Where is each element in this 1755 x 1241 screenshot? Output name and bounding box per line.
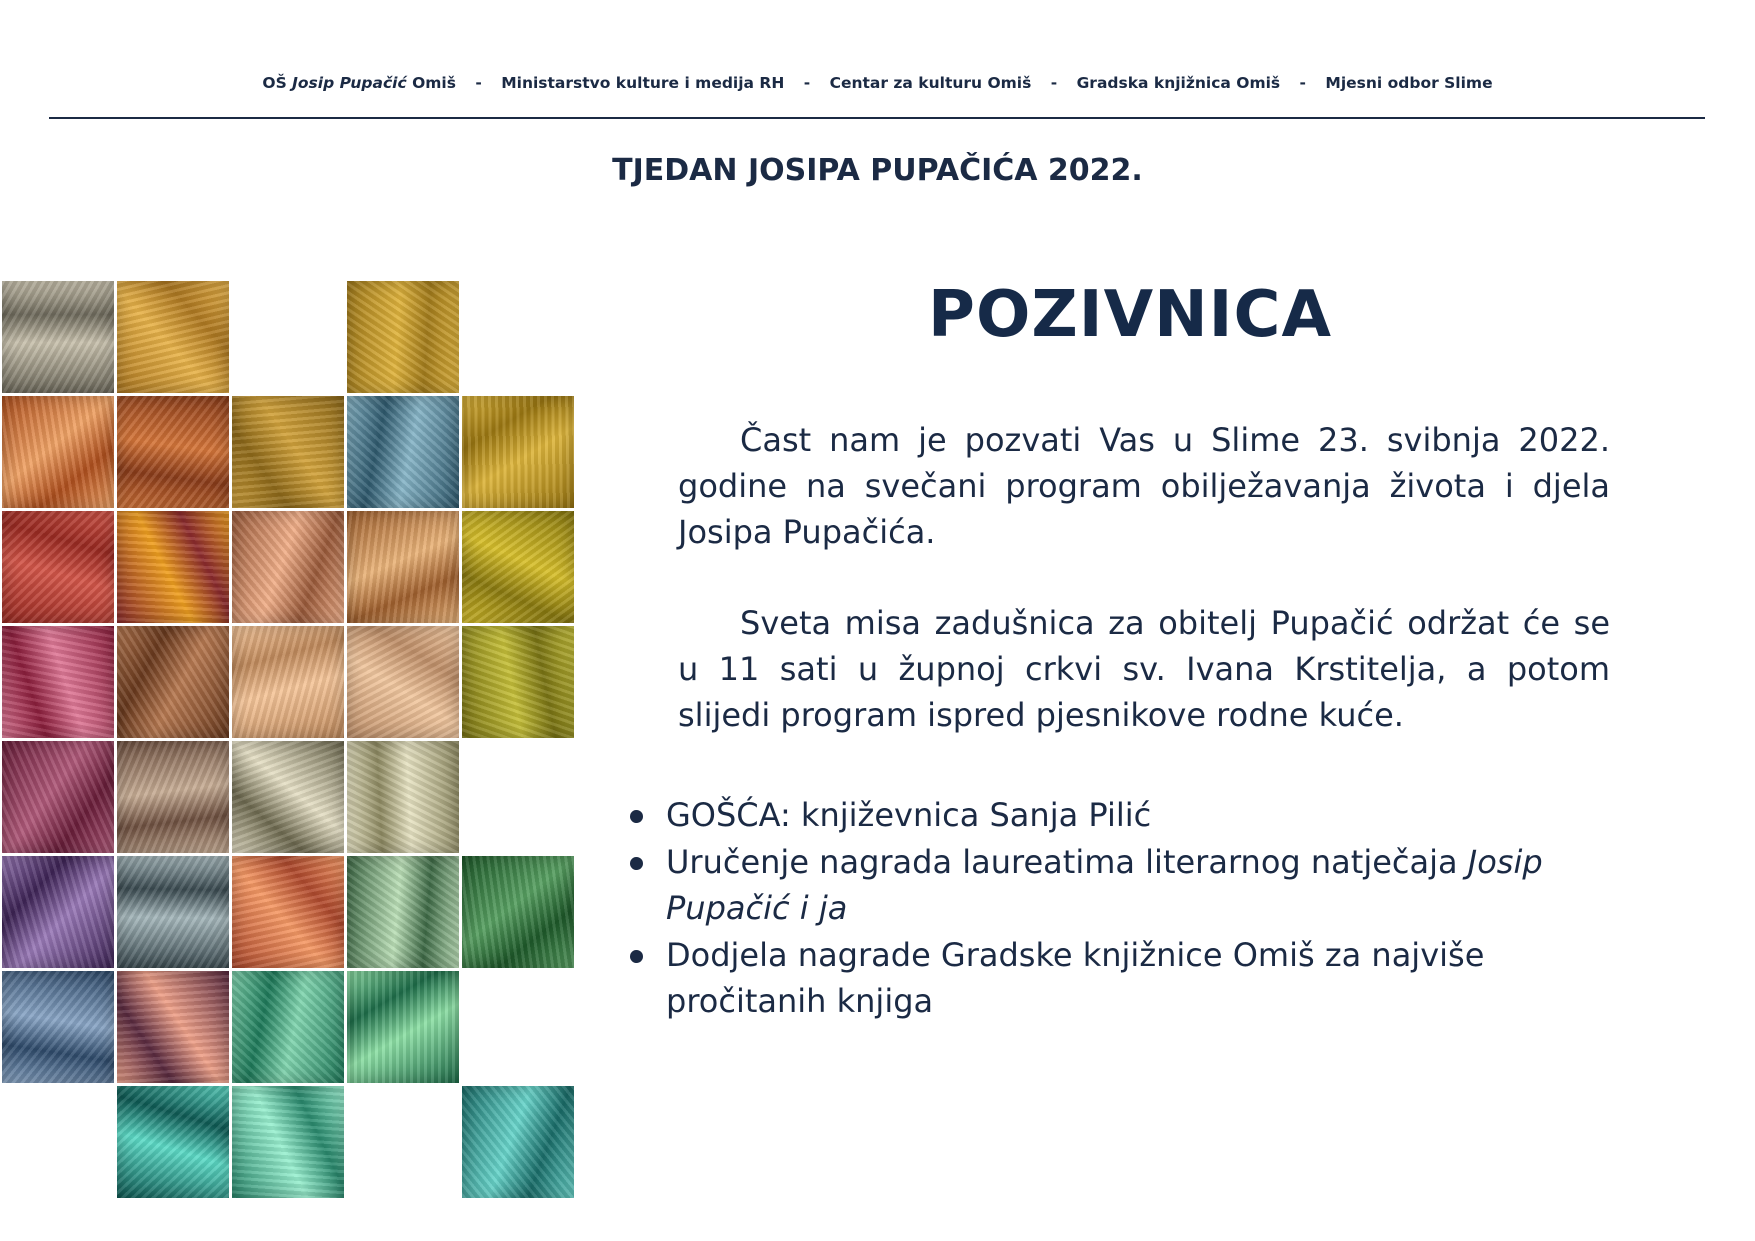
header-separator: -	[803, 74, 811, 92]
tile-texture	[347, 626, 459, 738]
org-ministry: Ministarstvo kulture i medija RH	[501, 74, 785, 92]
mosaic-tile	[2, 281, 114, 393]
event-title: TJEDAN JOSIPA PUPAČIĆA 2022.	[612, 153, 1143, 188]
mosaic-tile	[232, 971, 344, 1083]
tile-texture	[117, 396, 229, 508]
mosaic-tile	[2, 741, 114, 853]
tile-texture	[232, 1086, 344, 1198]
mosaic-tile	[2, 626, 114, 738]
mosaic-tile	[462, 626, 574, 738]
org-culture-center: Centar za kulturu Omiš	[829, 74, 1032, 92]
partner-organizations-header	[0, 74, 1755, 92]
tile-texture	[2, 741, 114, 853]
tile-texture	[462, 511, 574, 623]
mosaic-tile	[462, 856, 574, 968]
org-school: OŠ Josip Pupačić Omiš	[262, 74, 456, 92]
mosaic-tile	[2, 856, 114, 968]
bullet-icon	[630, 950, 643, 963]
mosaic-tile	[2, 396, 114, 508]
mosaic-tile	[2, 971, 114, 1083]
mosaic-tile	[347, 281, 459, 393]
tile-texture	[347, 511, 459, 623]
mass-paragraph: Sveta misa zadušnica za obitelj Pupačić održat će se u 11 sati u župnoj crkvi sv. Ivana Krstitelja, a potom slijedi program ispred pjesnikove rodne kuće.	[678, 604, 1610, 734]
tile-texture	[2, 626, 114, 738]
tile-texture	[232, 856, 344, 968]
tile-texture	[117, 971, 229, 1083]
invitation-heading: POZIVNICA	[928, 278, 1332, 352]
tile-texture	[462, 396, 574, 508]
mosaic-tile	[347, 741, 459, 853]
org-local-committee: Mjesni odbor Slime	[1325, 74, 1493, 92]
tile-texture	[232, 511, 344, 623]
tile-texture	[232, 741, 344, 853]
tile-texture	[117, 856, 229, 968]
tile-texture	[347, 396, 459, 508]
mosaic-tile	[347, 396, 459, 508]
tile-texture	[347, 281, 459, 393]
tile-texture	[117, 511, 229, 623]
list-item: Dodjela nagrade Gradske knjižnice Omiš za najviše pročitanih knjiga	[630, 932, 1610, 1024]
mosaic-tile	[232, 396, 344, 508]
mosaic-tile	[232, 856, 344, 968]
list-item: GOŠĆA: književnica Sanja Pilić	[630, 792, 1610, 838]
tile-texture	[347, 741, 459, 853]
tile-texture	[117, 1086, 229, 1198]
mosaic-tile	[462, 396, 574, 508]
tile-texture	[347, 856, 459, 968]
tile-texture	[462, 856, 574, 968]
tile-texture	[232, 971, 344, 1083]
mosaic-tile	[347, 971, 459, 1083]
mosaic-tile	[232, 1086, 344, 1198]
mosaic-tile	[117, 281, 229, 393]
mosaic-tile	[2, 511, 114, 623]
portrait-mosaic	[2, 281, 580, 1201]
tile-texture	[462, 1086, 574, 1198]
invitation-paragraph: Čast nam je pozvati Vas u Slime 23. svibnja 2022. godine na svečani program obilježavanja života i djela Josipa Pupačića.	[678, 421, 1610, 551]
bullet-icon	[630, 857, 643, 870]
tile-texture	[232, 396, 344, 508]
mosaic-tile	[232, 741, 344, 853]
mosaic-tile	[117, 626, 229, 738]
mosaic-tile	[347, 856, 459, 968]
tile-texture	[232, 626, 344, 738]
mosaic-tile	[347, 511, 459, 623]
tile-texture	[2, 281, 114, 393]
mosaic-tile	[117, 1086, 229, 1198]
mosaic-tile	[117, 856, 229, 968]
competition-title: Josip Pupačić i ja	[666, 843, 1543, 927]
mosaic-tile	[117, 971, 229, 1083]
tile-texture	[2, 396, 114, 508]
mosaic-tile	[232, 626, 344, 738]
header-separator: -	[1299, 74, 1306, 92]
tile-texture	[2, 971, 114, 1083]
header-divider	[49, 117, 1705, 119]
tile-texture	[117, 626, 229, 738]
mosaic-tile	[117, 396, 229, 508]
org-library: Gradska knjižnica Omiš	[1076, 74, 1281, 92]
mosaic-tile	[117, 741, 229, 853]
tile-texture	[2, 511, 114, 623]
mosaic-tile	[462, 511, 574, 623]
tile-texture	[117, 741, 229, 853]
header-separator: -	[1050, 74, 1058, 92]
bullet-icon	[630, 810, 643, 823]
header-separator: -	[475, 74, 482, 92]
program-list	[630, 792, 1610, 1025]
mosaic-tile	[347, 626, 459, 738]
mosaic-tile	[462, 1086, 574, 1198]
list-item: Uručenje nagrada laureatima literarnog natječaja Josip Pupačić i ja	[630, 839, 1610, 931]
mosaic-tile	[117, 511, 229, 623]
tile-texture	[347, 971, 459, 1083]
tile-texture	[2, 856, 114, 968]
tile-texture	[117, 281, 229, 393]
tile-texture	[462, 626, 574, 738]
mosaic-tile	[232, 511, 344, 623]
